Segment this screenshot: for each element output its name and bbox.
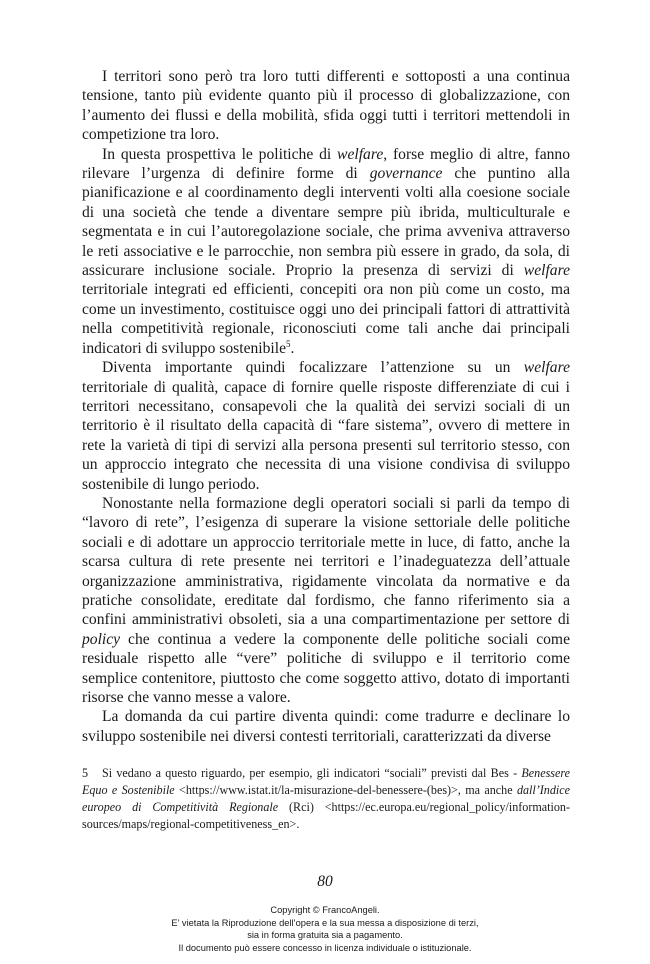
footnote-number: 5 bbox=[82, 766, 89, 780]
paragraph-2: In questa prospettiva le politiche di welfare, forse meglio di altre, fanno rilevare l’urgenza di definire forme di governance che puntino alla pianificazione e al coordinamento degli interventi volti alla coesione sociale di una società che tende a diventare sempre più ibrida, multiculturale e segmentata e in cui l’autoregolazione sociale, che prima avveniva attraverso le reti associative e le parrocchie, non sembra più essere in grado, da sola, di assicurare inclusione sociale. Proprio la presenza di servizi di welfare territoriale integrati ed efficienti, concepiti ora non più come un costo, ma come un investimento, costituisce oggi uno dei principali fattori di attrattività nella competitività regionale, riconosciuti come tali anche dai principali indicatori di sviluppo sostenibile$^5$. bbox=[82, 145, 571, 357]
main-text bbox=[82, 67, 570, 746]
page-number: 80 bbox=[317, 873, 333, 890]
copyright-line: Il documento può essere concesso in licenza individuale o istituzionale. bbox=[178, 942, 472, 953]
footnote-link[interactable]: (Rci) <https://ec.europa.eu/regional_policy/information-sources/maps/regional-competitiveness_en>. bbox=[82, 800, 570, 831]
paragraph-1: I territori sono però tra loro tutti differenti e sottoposti a una continua tensione, tanto più evidente quanto più il processo di globalizzazione, con l’aumento dei flussi e della mobilità, sfida oggi tutti i territori mettendoli in competizione tra loro. bbox=[82, 68, 570, 144]
footnote-reference[interactable]: 5 bbox=[286, 338, 291, 349]
copyright-line: Copyright © FrancoAngeli. bbox=[270, 905, 380, 915]
copyright-line: E’ vietata la Riproduzione dell’opera e la sua messa a disposizione di terzi, bbox=[171, 917, 479, 928]
paragraph-3: Diventa importante quindi focalizzare l’attenzione su un welfare territoriale di qualità, capace di fornire quelle risposte differenziate di cui i territori necessitano, consapevoli che la qualità dei servizi sociali di un territorio è il risultato della capacità di “fare sistema”, ovvero di mettere in rete la varietà di tipi di servizi alla persona presenti sul territorio stesso, con un approccio integrato che necessita di una visione condivisa di sviluppo sostenibile di lungo periodo. bbox=[82, 359, 570, 493]
italic-term: welfare bbox=[523, 359, 570, 377]
copyright-line: sia in forma gratuita sia a pagamento. bbox=[247, 930, 403, 940]
italic-term: governance bbox=[369, 165, 443, 183]
italic-term: welfare bbox=[337, 145, 384, 163]
paragraph-5: La domanda da cui partire diventa quindi: come tradurre e declinare lo sviluppo sostenibile nei diversi contesti territoriali, caratterizzati da diverse bbox=[82, 708, 570, 745]
italic-term: welfare bbox=[523, 262, 570, 280]
paragraph-4: Nonostante nella formazione degli operatori sociali si parli da tempo di “lavoro di rete”, l’esigenza di superare la visione settoriale delle politiche sociali e di adottare un approccio territoriale mette in luce, di fatto, anche la scarsa cultura di rete presente nei territori e l’inadeguatezza dell’attuale organizzazione amministrativa, rigidamente vincolata da normative e da pratiche consolidate, ereditate dal fordismo, che fanno riferimento sia a confini amministrativi obsoleti, sia a una compartimentazione per settore di policy che continua a vedere la componente delle politiche sociali come residuale rispetto alle “vere” politiche di sviluppo e il territorio come semplice contenitore, piuttosto che come soggetto attivo, dotato di importanti risorse che vanno messe a valore. bbox=[82, 494, 570, 706]
copyright-notice bbox=[0, 904, 650, 954]
footnote-text: 5 Si vedano a questo riguardo, per esempio, gli indicatori “sociali” previsti dal Bes - Benessere Equo e Sostenibile <https://www.istat.it/la-misurazione-del-benessere-(bes)>, ma anche dall’Indice europeo di Competitività Regionale (Rci) <https://ec.europa.eu/regional_policy/information-sources/maps/regional-competitiveness_en>. bbox=[82, 766, 570, 831]
italic-term: policy bbox=[82, 630, 121, 648]
footnote-link[interactable]: <https://www.istat.it/la-misurazione-del-benessere-(bes)>, ma anche bbox=[174, 783, 517, 797]
footnote bbox=[82, 765, 570, 833]
